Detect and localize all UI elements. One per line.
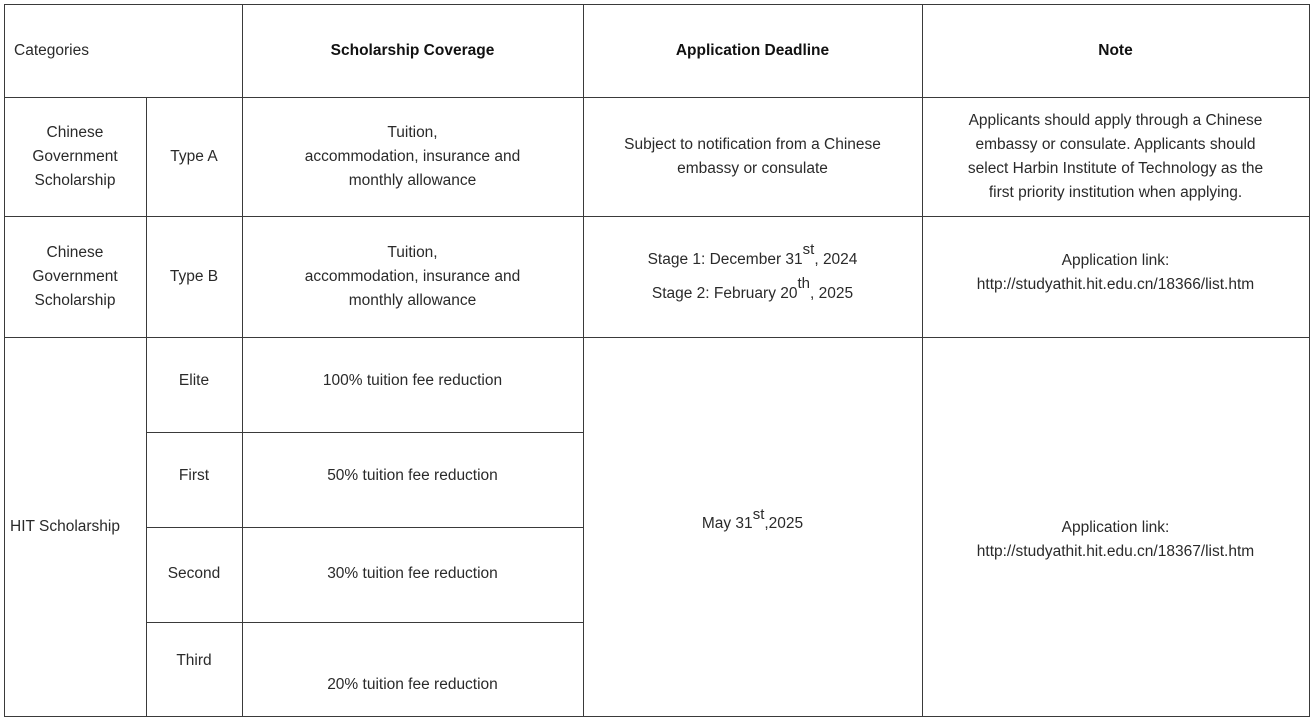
ordinal-suffix: st — [802, 241, 815, 259]
deadline-line: embassy or consulate — [677, 159, 828, 177]
deadline-text: , 2024 — [814, 250, 858, 268]
deadline-text: ,2025 — [764, 515, 804, 532]
note-line: Applicants should apply through a Chinese — [968, 111, 1263, 129]
row2-coverage — [242, 216, 583, 337]
hit-coverage-elite — [242, 337, 583, 432]
header-categories-label: Categories — [14, 41, 89, 59]
category-line: Chinese — [46, 123, 104, 141]
deadline-text: May 31 — [701, 515, 753, 532]
note-line: embassy or consulate. Applicants should — [975, 135, 1256, 153]
category-line: Scholarship — [34, 171, 116, 189]
coverage-text: 30% tuition fee reduction — [327, 564, 498, 582]
hit-type-elite — [146, 337, 242, 432]
row1-deadline — [583, 97, 922, 216]
row1-note — [922, 97, 1309, 216]
deadline-text: , 2025 — [810, 284, 854, 302]
hit-category — [4, 337, 146, 717]
ordinal-suffix: st — [752, 505, 765, 523]
application-link[interactable]: http://studyathit.hit.edu.cn/18366/list.htm — [976, 275, 1255, 293]
header-deadline — [583, 4, 922, 97]
coverage-line: Tuition, — [387, 123, 438, 141]
row1-coverage — [242, 97, 583, 216]
row2-note — [922, 216, 1309, 337]
hit-type-first — [146, 432, 242, 527]
deadline-text: Stage 1: December 31 — [647, 250, 803, 268]
type-label: Elite — [178, 371, 210, 389]
note-label: Application link: — [1061, 519, 1170, 536]
coverage-line: monthly allowance — [348, 171, 477, 189]
hit-deadline-text — [701, 505, 804, 536]
ordinal-suffix: th — [797, 275, 811, 293]
header-note — [922, 4, 1309, 97]
header-deadline-label: Application Deadline — [675, 41, 830, 59]
type-label: Type A — [170, 147, 218, 165]
coverage-line: Tuition, — [387, 243, 438, 261]
row1-type — [146, 97, 242, 216]
type-label: Type B — [169, 267, 219, 285]
deadline-stage1 — [647, 241, 858, 272]
coverage-text: 100% tuition fee reduction — [322, 371, 503, 389]
coverage-text: 20% tuition fee reduction — [327, 675, 498, 693]
coverage-line: accommodation, insurance and — [304, 267, 521, 285]
row2-deadline — [583, 216, 922, 337]
hit-type-second — [146, 527, 242, 622]
type-label: Third — [176, 651, 212, 669]
hit-deadline — [583, 337, 922, 717]
category-line: Government — [32, 267, 118, 285]
row1-category — [4, 97, 146, 216]
hit-coverage-first — [242, 432, 583, 527]
hit-note — [922, 337, 1309, 717]
type-label: Second — [167, 564, 221, 582]
header-coverage-label: Scholarship Coverage — [330, 41, 495, 59]
application-link[interactable]: http://studyathit.hit.edu.cn/18367/list.htm — [976, 543, 1255, 560]
row2-category — [4, 216, 146, 337]
note-line: first priority institution when applying. — [988, 183, 1243, 201]
table-border-right — [1309, 4, 1310, 717]
category-label: HIT Scholarship — [10, 518, 120, 535]
header-categories — [4, 4, 242, 97]
coverage-line: accommodation, insurance and — [304, 147, 521, 165]
note-label: Application link: — [1061, 251, 1170, 269]
category-line: Government — [32, 147, 118, 165]
row2-type — [146, 216, 242, 337]
coverage-text: 50% tuition fee reduction — [327, 466, 498, 484]
hit-coverage-second — [242, 527, 583, 622]
deadline-text: Stage 2: February 20 — [651, 284, 798, 302]
category-line: Chinese — [46, 243, 104, 261]
deadline-stage2 — [651, 275, 854, 306]
hit-coverage-third — [242, 622, 583, 717]
deadline-line: Subject to notification from a Chinese — [624, 135, 881, 153]
header-note-label: Note — [1098, 41, 1133, 59]
category-line: Scholarship — [34, 291, 116, 309]
hit-type-third — [146, 622, 242, 717]
coverage-line: monthly allowance — [348, 291, 477, 309]
note-line: select Harbin Institute of Technology as the — [967, 159, 1264, 177]
header-coverage — [242, 4, 583, 97]
type-label: First — [178, 466, 210, 484]
